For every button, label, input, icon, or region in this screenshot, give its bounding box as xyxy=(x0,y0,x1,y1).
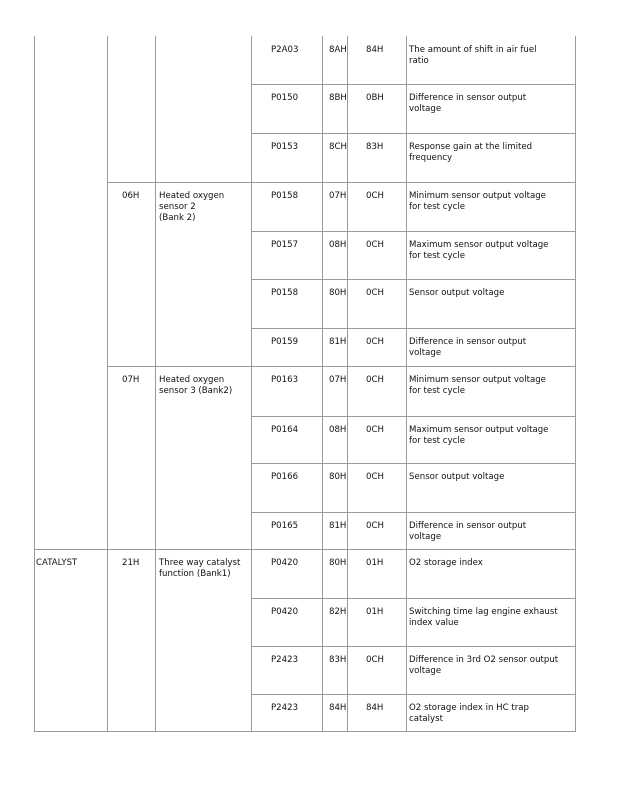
row-divider xyxy=(251,598,576,599)
component-id-cell: 82H xyxy=(329,607,347,617)
row-divider xyxy=(107,366,576,367)
dtc-cell: P2423 xyxy=(271,703,299,713)
unit-cell: 0BH xyxy=(366,93,384,103)
unit-cell: 0CH xyxy=(366,288,384,298)
component-id-cell: 80H xyxy=(329,558,347,568)
description-text-cell: Switching time lag engine exhaust index value xyxy=(409,607,558,628)
row-divider xyxy=(251,512,576,513)
dtc-cell: P2423 xyxy=(271,655,299,665)
column-divider xyxy=(155,36,156,731)
unit-cell: 84H xyxy=(366,45,384,55)
column-divider xyxy=(406,36,407,731)
row-divider xyxy=(251,463,576,464)
component-id-cell: 08H xyxy=(329,425,347,435)
column-divider xyxy=(322,36,323,731)
unit-cell: 0CH xyxy=(366,375,384,385)
component-id-cell: 8CH xyxy=(329,142,347,152)
system-cell: CATALYST xyxy=(36,558,78,568)
column-divider xyxy=(34,36,35,731)
row-divider xyxy=(251,279,576,280)
row-divider xyxy=(251,416,576,417)
component-id-cell: 81H xyxy=(329,521,347,531)
dtc-cell: P2A03 xyxy=(271,45,299,55)
component-id-cell: 81H xyxy=(329,337,347,347)
unit-cell: 0CH xyxy=(366,521,384,531)
component-id-cell: 80H xyxy=(329,472,347,482)
unit-cell: 83H xyxy=(366,142,384,152)
description-text-cell: Difference in 3rd O2 sensor output voltage xyxy=(409,655,559,676)
unit-cell: 0CH xyxy=(366,240,384,250)
row-divider xyxy=(107,182,576,183)
description-text-cell: Difference in sensor output voltage xyxy=(409,521,527,542)
row-divider xyxy=(251,328,576,329)
component-id-cell: 07H xyxy=(329,191,347,201)
unit-cell: 0CH xyxy=(366,655,384,665)
description-text-cell: Sensor output voltage xyxy=(409,288,505,298)
row-divider xyxy=(251,133,576,134)
description-text-cell: The amount of shift in air fuel ratio xyxy=(409,45,537,66)
component-id-cell: 83H xyxy=(329,655,347,665)
column-divider xyxy=(107,36,108,731)
row-divider xyxy=(34,731,576,732)
component-id-cell: 8BH xyxy=(329,93,347,103)
description-text-cell: O2 storage index in HC trap catalyst xyxy=(409,703,529,724)
description-cell: Three way catalyst function (Bank1) xyxy=(159,558,241,579)
description-text-cell: O2 storage index xyxy=(409,558,483,568)
unit-cell: 0CH xyxy=(366,337,384,347)
description-text-cell: Response gain at the limited frequency xyxy=(409,142,533,163)
description-text-cell: Minimum sensor output voltage for test cycle xyxy=(409,375,546,396)
dtc-cell: P0159 xyxy=(271,337,299,347)
description-text-cell: Minimum sensor output voltage for test cycle xyxy=(409,191,546,212)
diagnostic-table xyxy=(34,36,575,731)
row-divider xyxy=(34,549,576,550)
column-divider xyxy=(575,36,576,731)
unit-cell: 0CH xyxy=(366,472,384,482)
description-text-cell: Maximum sensor output voltage for test cycle xyxy=(409,425,549,446)
dtc-cell: P0166 xyxy=(271,472,299,482)
component-id-cell: 07H xyxy=(329,375,347,385)
dtc-cell: P0158 xyxy=(271,191,299,201)
dtc-cell: P0164 xyxy=(271,425,299,435)
component-id-cell: 8AH xyxy=(329,45,347,55)
unit-cell: 84H xyxy=(366,703,384,713)
column-divider xyxy=(251,36,252,731)
dtc-cell: P0158 xyxy=(271,288,299,298)
unit-cell: 0CH xyxy=(366,425,384,435)
test-id-cell: 07H xyxy=(122,375,140,385)
dtc-cell: P0163 xyxy=(271,375,299,385)
component-id-cell: 84H xyxy=(329,703,347,713)
description-text-cell: Difference in sensor output voltage xyxy=(409,337,527,358)
row-divider xyxy=(251,231,576,232)
unit-cell: 01H xyxy=(366,558,384,568)
row-divider xyxy=(251,694,576,695)
description-cell: Heated oxygen sensor 2 (Bank 2) xyxy=(159,191,225,223)
column-divider xyxy=(347,36,348,731)
test-id-cell: 06H xyxy=(122,191,140,201)
description-text-cell: Sensor output voltage xyxy=(409,472,505,482)
dtc-cell: P0157 xyxy=(271,240,299,250)
dtc-cell: P0165 xyxy=(271,521,299,531)
description-text-cell: Maximum sensor output voltage for test cycle xyxy=(409,240,549,261)
unit-cell: 01H xyxy=(366,607,384,617)
description-cell: Heated oxygen sensor 3 (Bank2) xyxy=(159,375,233,396)
dtc-cell: P0420 xyxy=(271,607,299,617)
row-divider xyxy=(251,84,576,85)
description-text-cell: Difference in sensor output voltage xyxy=(409,93,527,114)
dtc-cell: P0150 xyxy=(271,93,299,103)
unit-cell: 0CH xyxy=(366,191,384,201)
dtc-cell: P0420 xyxy=(271,558,299,568)
test-id-cell: 21H xyxy=(122,558,140,568)
component-id-cell: 08H xyxy=(329,240,347,250)
component-id-cell: 80H xyxy=(329,288,347,298)
dtc-cell: P0153 xyxy=(271,142,299,152)
row-divider xyxy=(251,646,576,647)
